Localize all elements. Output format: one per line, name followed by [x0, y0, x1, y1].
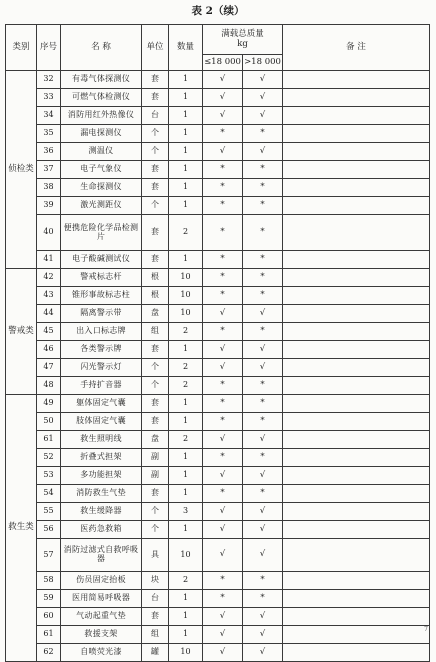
remark-cell: [283, 197, 430, 215]
name-cell: 生命探测仪: [61, 179, 142, 197]
unit-cell: 台: [142, 107, 169, 125]
load-low-mark: √: [203, 503, 243, 521]
name-cell: 消防过滤式自救呼吸器: [61, 539, 142, 572]
unit-cell: 组: [142, 626, 169, 644]
name-cell: 便携危险化学品检测片: [61, 215, 142, 251]
quantity-cell: 2: [169, 572, 203, 590]
unit-cell: 个: [142, 197, 169, 215]
quantity-cell: 1: [169, 521, 203, 539]
unit-cell: 个: [142, 143, 169, 161]
load-low-mark: √: [203, 626, 243, 644]
name-cell: 出入口标志牌: [61, 323, 142, 341]
unit-cell: 组: [142, 323, 169, 341]
table-row: [6, 341, 430, 359]
table-row: [6, 251, 430, 269]
remark-cell: [283, 521, 430, 539]
name-cell: 隔离警示带: [61, 305, 142, 323]
index-cell: 49: [37, 395, 61, 413]
index-cell: 50: [37, 413, 61, 431]
name-cell: 多功能担架: [61, 467, 142, 485]
load-low-mark: √: [203, 608, 243, 626]
name-cell: 救生缓降器: [61, 503, 142, 521]
remark-cell: [283, 89, 430, 107]
remark-cell: [283, 395, 430, 413]
load-low-mark: √: [203, 359, 243, 377]
load-low-mark: √: [203, 71, 243, 89]
table-row: [6, 644, 430, 662]
load-high-mark: *: [243, 572, 283, 590]
table-row: [6, 449, 430, 467]
category-cell: 警戒类: [6, 269, 37, 395]
quantity-cell: 1: [169, 107, 203, 125]
name-cell: 电子酸碱测试仪: [61, 251, 142, 269]
page-number: 7: [424, 626, 428, 633]
index-cell: 59: [37, 590, 61, 608]
unit-cell: 套: [142, 179, 169, 197]
quantity-cell: 1: [169, 341, 203, 359]
name-cell: 消防救生气垫: [61, 485, 142, 503]
header-load-title: 满载总质量: [221, 29, 264, 40]
load-high-mark: *: [243, 179, 283, 197]
load-low-mark: √: [203, 539, 243, 572]
remark-cell: [283, 107, 430, 125]
table-row: [6, 215, 430, 251]
table-row: [6, 431, 430, 449]
index-cell: 47: [37, 359, 61, 377]
header-unit: 单位: [142, 25, 169, 71]
name-cell: 漏电探测仪: [61, 125, 142, 143]
table-row: [6, 179, 430, 197]
unit-cell: 个: [142, 521, 169, 539]
remark-cell: [283, 251, 430, 269]
index-cell: 58: [37, 572, 61, 590]
quantity-cell: 1: [169, 413, 203, 431]
load-high-mark: √: [243, 431, 283, 449]
header-load-low: ≤18 000: [203, 55, 243, 71]
table-row: [6, 197, 430, 215]
unit-cell: 个: [142, 359, 169, 377]
quantity-cell: 1: [169, 467, 203, 485]
remark-cell: [283, 644, 430, 662]
remark-cell: [283, 572, 430, 590]
index-cell: 53: [37, 467, 61, 485]
quantity-cell: 1: [169, 197, 203, 215]
table-row: [6, 143, 430, 161]
remark-cell: [283, 503, 430, 521]
index-cell: 32: [37, 71, 61, 89]
quantity-cell: 2: [169, 359, 203, 377]
unit-cell: 盘: [142, 305, 169, 323]
table-header: [6, 25, 430, 71]
quantity-cell: 1: [169, 590, 203, 608]
name-cell: 消防用红外热像仪: [61, 107, 142, 125]
table-row: [6, 89, 430, 107]
load-low-mark: *: [203, 590, 243, 608]
unit-cell: 套: [142, 395, 169, 413]
table-row: [6, 359, 430, 377]
load-high-mark: √: [243, 143, 283, 161]
index-cell: 40: [37, 215, 61, 251]
load-high-mark: *: [243, 377, 283, 395]
load-high-mark: √: [243, 467, 283, 485]
quantity-cell: 1: [169, 395, 203, 413]
index-cell: 54: [37, 485, 61, 503]
unit-cell: 根: [142, 287, 169, 305]
remark-cell: [283, 179, 430, 197]
table-body: [6, 71, 430, 662]
remark-cell: [283, 161, 430, 179]
load-high-mark: √: [243, 521, 283, 539]
index-cell: 45: [37, 323, 61, 341]
load-low-mark: √: [203, 107, 243, 125]
quantity-cell: 1: [169, 71, 203, 89]
remark-cell: [283, 485, 430, 503]
load-low-mark: √: [203, 143, 243, 161]
load-low-mark: *: [203, 161, 243, 179]
remark-cell: [283, 377, 430, 395]
header-index: 序号: [37, 25, 61, 71]
table-row: [6, 323, 430, 341]
load-high-mark: √: [243, 539, 283, 572]
load-low-mark: *: [203, 179, 243, 197]
load-high-mark: *: [243, 323, 283, 341]
table-row: [6, 269, 430, 287]
quantity-cell: 10: [169, 269, 203, 287]
load-low-mark: √: [203, 341, 243, 359]
name-cell: 各类警示牌: [61, 341, 142, 359]
index-cell: 33: [37, 89, 61, 107]
load-high-mark: *: [243, 251, 283, 269]
name-cell: 有毒气体探测仪: [61, 71, 142, 89]
load-low-mark: *: [203, 449, 243, 467]
load-high-mark: √: [243, 608, 283, 626]
unit-cell: 个: [142, 377, 169, 395]
index-cell: 41: [37, 251, 61, 269]
unit-cell: 个: [142, 125, 169, 143]
header-load-unit: kg: [237, 38, 248, 49]
unit-cell: 套: [142, 251, 169, 269]
remark-cell: [283, 71, 430, 89]
quantity-cell: 10: [169, 305, 203, 323]
remark-cell: [283, 215, 430, 251]
remark-cell: [283, 269, 430, 287]
load-high-mark: *: [243, 197, 283, 215]
load-low-mark: √: [203, 644, 243, 662]
load-low-mark: √: [203, 521, 243, 539]
unit-cell: 具: [142, 539, 169, 572]
unit-cell: 根: [142, 269, 169, 287]
unit-cell: 台: [142, 590, 169, 608]
index-cell: 37: [37, 161, 61, 179]
table-row: [6, 161, 430, 179]
table-row: [6, 125, 430, 143]
table-row: [6, 287, 430, 305]
index-cell: 39: [37, 197, 61, 215]
quantity-cell: 1: [169, 485, 203, 503]
category-cell: 救生类: [6, 395, 37, 662]
load-high-mark: √: [243, 305, 283, 323]
remark-cell: [283, 449, 430, 467]
remark-cell: [283, 539, 430, 572]
name-cell: 测温仪: [61, 143, 142, 161]
remark-cell: [283, 287, 430, 305]
remark-cell: [283, 590, 430, 608]
table-row: [6, 467, 430, 485]
quantity-cell: 1: [169, 161, 203, 179]
load-high-mark: √: [243, 644, 283, 662]
name-cell: 救生照明线: [61, 431, 142, 449]
load-high-mark: √: [243, 89, 283, 107]
load-low-mark: *: [203, 485, 243, 503]
quantity-cell: 2: [169, 377, 203, 395]
load-high-mark: *: [243, 449, 283, 467]
remark-cell: [283, 467, 430, 485]
unit-cell: 块: [142, 572, 169, 590]
load-low-mark: √: [203, 467, 243, 485]
load-high-mark: *: [243, 287, 283, 305]
unit-cell: 套: [142, 161, 169, 179]
load-low-mark: √: [203, 305, 243, 323]
load-low-mark: *: [203, 413, 243, 431]
load-low-mark: *: [203, 251, 243, 269]
remark-cell: [283, 413, 430, 431]
load-high-mark: *: [243, 413, 283, 431]
unit-cell: 套: [142, 215, 169, 251]
index-cell: 46: [37, 341, 61, 359]
name-cell: 自喷荧光漆: [61, 644, 142, 662]
header-remark: 备 注: [283, 25, 430, 71]
load-high-mark: √: [243, 359, 283, 377]
table-row: [6, 107, 430, 125]
load-low-mark: *: [203, 269, 243, 287]
unit-cell: 套: [142, 413, 169, 431]
load-low-mark: *: [203, 323, 243, 341]
quantity-cell: 1: [169, 626, 203, 644]
load-high-mark: √: [243, 107, 283, 125]
table-row: [6, 590, 430, 608]
load-high-mark: √: [243, 626, 283, 644]
load-low-mark: *: [203, 287, 243, 305]
unit-cell: 套: [142, 608, 169, 626]
table-row: [6, 572, 430, 590]
name-cell: 肢体固定气囊: [61, 413, 142, 431]
index-cell: 48: [37, 377, 61, 395]
unit-cell: 副: [142, 467, 169, 485]
name-cell: 医药急救箱: [61, 521, 142, 539]
unit-cell: 盘: [142, 431, 169, 449]
name-cell: 救援支架: [61, 626, 142, 644]
quantity-cell: 1: [169, 449, 203, 467]
load-high-mark: *: [243, 590, 283, 608]
index-cell: 35: [37, 125, 61, 143]
index-cell: 61: [37, 431, 61, 449]
index-cell: 34: [37, 107, 61, 125]
table-row: [6, 608, 430, 626]
index-cell: 44: [37, 305, 61, 323]
remark-cell: [283, 143, 430, 161]
quantity-cell: 2: [169, 431, 203, 449]
category-cell: 侦检类: [6, 71, 37, 269]
index-cell: 55: [37, 503, 61, 521]
table-row: [6, 377, 430, 395]
index-cell: 42: [37, 269, 61, 287]
header-name: 名 称: [61, 25, 142, 71]
unit-cell: 个: [142, 503, 169, 521]
index-cell: 61: [37, 626, 61, 644]
name-cell: 气动起重气垫: [61, 608, 142, 626]
index-cell: 60: [37, 608, 61, 626]
load-high-mark: *: [243, 215, 283, 251]
table-row: [6, 413, 430, 431]
table-title: 表 2（续）: [191, 5, 245, 17]
name-cell: 手持扩音器: [61, 377, 142, 395]
unit-cell: 套: [142, 71, 169, 89]
table-row: [6, 395, 430, 413]
remark-cell: [283, 323, 430, 341]
load-low-mark: *: [203, 197, 243, 215]
quantity-cell: 2: [169, 323, 203, 341]
unit-cell: 副: [142, 449, 169, 467]
load-high-mark: √: [243, 71, 283, 89]
quantity-cell: 2: [169, 215, 203, 251]
load-high-mark: *: [243, 161, 283, 179]
header-category: 类别: [6, 25, 37, 71]
index-cell: 38: [37, 179, 61, 197]
remark-cell: [283, 305, 430, 323]
table-row: [6, 305, 430, 323]
name-cell: 折叠式担架: [61, 449, 142, 467]
load-high-mark: *: [243, 485, 283, 503]
quantity-cell: 10: [169, 644, 203, 662]
index-cell: 43: [37, 287, 61, 305]
load-low-mark: *: [203, 572, 243, 590]
header-load-group: [203, 25, 283, 55]
unit-cell: 套: [142, 485, 169, 503]
name-cell: 电子气象仪: [61, 161, 142, 179]
equipment-table: [5, 24, 430, 662]
header-quantity: 数量: [169, 25, 203, 71]
name-cell: 伤员固定抬板: [61, 572, 142, 590]
unit-cell: 套: [142, 89, 169, 107]
quantity-cell: 1: [169, 179, 203, 197]
load-high-mark: *: [243, 125, 283, 143]
index-cell: 52: [37, 449, 61, 467]
quantity-cell: 10: [169, 539, 203, 572]
name-cell: 可燃气体检测仪: [61, 89, 142, 107]
table-row: [6, 521, 430, 539]
table-row: [6, 485, 430, 503]
quantity-cell: 1: [169, 251, 203, 269]
quantity-cell: 1: [169, 89, 203, 107]
remark-cell: [283, 608, 430, 626]
table-row: [6, 71, 430, 89]
header-load-high: >18 000: [243, 55, 283, 71]
table-row: [6, 503, 430, 521]
load-low-mark: √: [203, 431, 243, 449]
name-cell: 躯体固定气囊: [61, 395, 142, 413]
index-cell: 57: [37, 539, 61, 572]
name-cell: 闪光警示灯: [61, 359, 142, 377]
quantity-cell: 3: [169, 503, 203, 521]
load-low-mark: *: [203, 215, 243, 251]
quantity-cell: 1: [169, 143, 203, 161]
load-high-mark: √: [243, 503, 283, 521]
remark-cell: [283, 125, 430, 143]
index-cell: 36: [37, 143, 61, 161]
unit-cell: 罐: [142, 644, 169, 662]
load-low-mark: *: [203, 125, 243, 143]
remark-cell: [283, 341, 430, 359]
unit-cell: 套: [142, 341, 169, 359]
load-low-mark: √: [203, 89, 243, 107]
load-low-mark: *: [203, 395, 243, 413]
remark-cell: [283, 431, 430, 449]
name-cell: 医用简易呼吸器: [61, 590, 142, 608]
quantity-cell: 1: [169, 608, 203, 626]
index-cell: 56: [37, 521, 61, 539]
index-cell: 62: [37, 644, 61, 662]
remark-cell: [283, 359, 430, 377]
name-cell: 锥形事故标志柱: [61, 287, 142, 305]
name-cell: 激光测距仪: [61, 197, 142, 215]
table-row: [6, 539, 430, 572]
load-high-mark: *: [243, 395, 283, 413]
load-low-mark: *: [203, 377, 243, 395]
load-high-mark: *: [243, 269, 283, 287]
quantity-cell: 10: [169, 287, 203, 305]
name-cell: 警戒标志杆: [61, 269, 142, 287]
quantity-cell: 1: [169, 125, 203, 143]
load-high-mark: √: [243, 341, 283, 359]
